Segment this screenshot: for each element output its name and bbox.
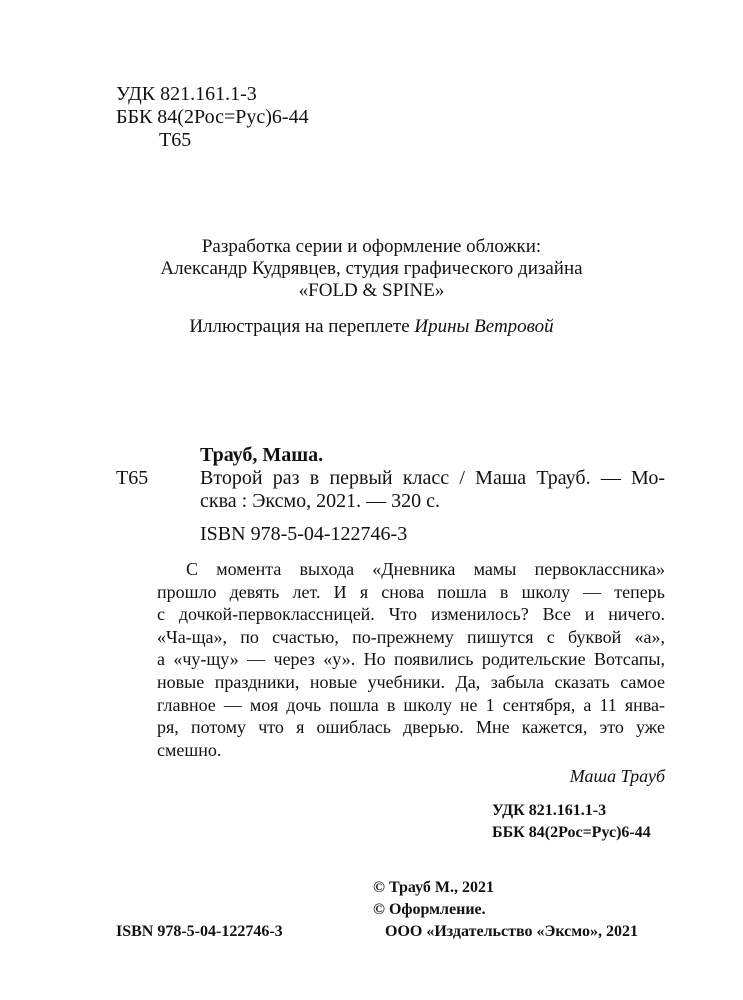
record-isbn: ISBN 978-5-04-122746-3 xyxy=(200,523,408,545)
copyright-design: © Оформление. xyxy=(373,901,486,918)
annotation-line-5: а «чу-щу» — через «у». Но появились родительские Вотсапы, xyxy=(157,649,665,669)
annotation-line-1: С момента выхода «Дневника мамы первоклассника» xyxy=(186,559,665,579)
annotation-line-2: прошло девять лет. И я снова пошла в школу — теперь xyxy=(157,582,665,602)
annotation-line-4: «Ча-ща», по счастью, по-прежнему пишутся с буквой «а», xyxy=(157,627,665,647)
credits-line-studio: «FOLD & SPINE» xyxy=(298,280,445,301)
annotation-line-7: главное — моя дочь пошла в школу не 1 сентября, а 11 янва- xyxy=(157,695,665,715)
credits-line-designer: Александр Кудрявцев, студия графического дизайна xyxy=(160,258,583,279)
copyright-author: © Трауб М., 2021 xyxy=(373,879,494,896)
illustrator-name: Ирины Ветровой xyxy=(414,316,554,337)
bbk-code-bottom: ББК 84(2Рос=Рус)6-44 xyxy=(492,824,651,841)
annotation-line-6: новые праздники, новые учебники. Да, забыла сказать самое xyxy=(157,672,665,692)
record-title-line-2: сква : Эксмо, 2021. — 320 с. xyxy=(200,490,441,512)
udk-code-top: УДК 821.161.1-3 xyxy=(116,83,257,105)
bbk-code-top: ББК 84(2Рос=Рус)6-44 xyxy=(116,106,309,128)
record-author-mark: Т65 xyxy=(116,467,149,489)
annotation-line-8: ря, потому что я ошиблась дверью. Мне кажется, это уже xyxy=(157,717,665,737)
illustration-credit-prefix: Иллюстрация на переплете xyxy=(189,316,415,337)
record-title-line-1: Второй раз в первый класс / Маша Трауб. — Мо- xyxy=(200,467,665,489)
annotation-line-3: с дочкой-первоклассницей. Что изменилось? Все и ничего. xyxy=(157,604,665,624)
author-mark-top: Т65 xyxy=(159,129,192,151)
udk-code-bottom: УДК 821.161.1-3 xyxy=(492,802,607,819)
credits-line-series-design: Разработка серии и оформление обложки: xyxy=(201,236,542,257)
copyright-publisher: ООО «Издательство «Эксмо», 2021 xyxy=(385,923,638,940)
illustration-credit xyxy=(0,317,743,336)
annotation-signature: Маша Трауб xyxy=(569,766,665,786)
record-author-heading: Трауб, Маша. xyxy=(200,444,324,466)
isbn-bottom: ISBN 978-5-04-122746-3 xyxy=(116,923,283,940)
annotation-line-9: смешно. xyxy=(157,740,222,760)
